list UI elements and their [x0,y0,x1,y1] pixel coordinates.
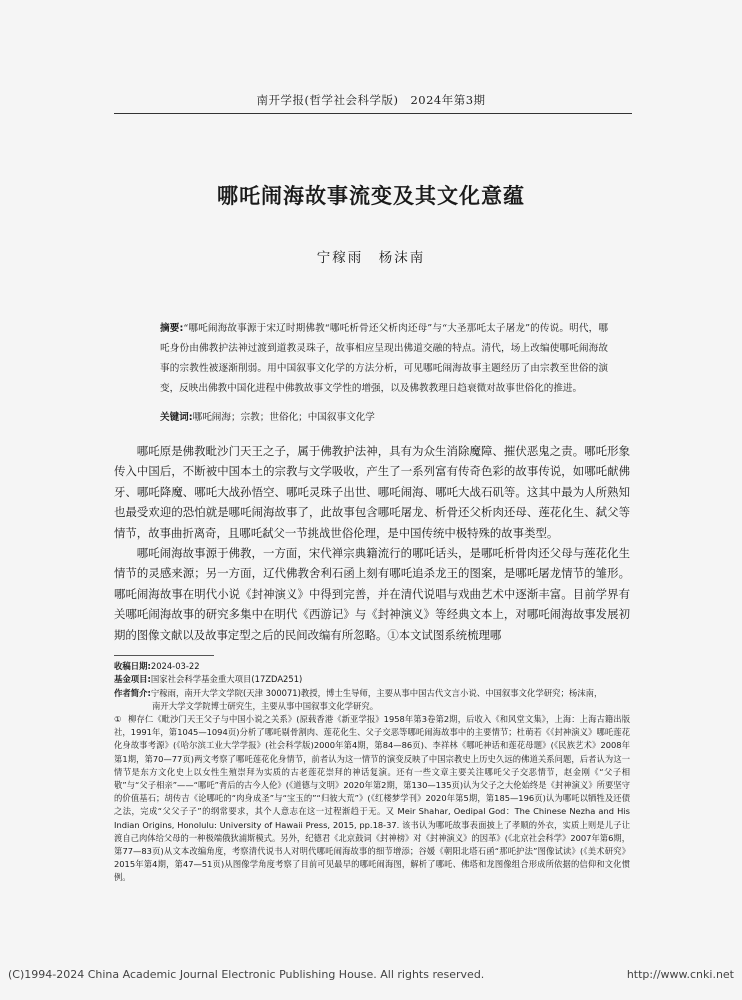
keywords-text: 哪吒闹海；宗教；世俗化；中国叙事文化学 [192,412,375,423]
footnote-text: 柳存仁《毗沙门天王父子与中国小说之关系》(原载香港《新亚学报》1958年第3卷第2期，后收入《和风堂文集》，上海：上海古籍出版社，1991年，第1045—1094页)分析了哪吒剔骨割肉、莲花化生、父子交恶等哪吒闹海故事中的主要情节；杜萌若《《封神演义》哪吒莲花化身故事考源》(《哈尔滨工业大学学报》(社会科学版)2000年第4期，第84—86页)、李祥林《哪吒神话和莲花母题》(《民族艺术》2008年第1期，第70—77页)两文考察了哪吒莲花化身情节，前者认为这一情节的演变反映了中国宗教史上历史久远的佛道关系问题，后者认为这一情节是东方文化史上以女性生殖崇拜为实质的古老莲花崇拜的神话复演。还有一些文章主要关注哪吒父子交恶情节，赵金刚《“父子相敬”与“父子相亲”——“哪吒”背后的古今人伦》(《道德与文明》2020年第2期，第130—135页)认为父子之大伦始终是《封神演义》所要坚守的价值基石；胡传吉《论哪吒的“肉身成圣”与“宝玉的”“归彼大荒”》(《红楼梦学刊》2020年第5期，第185—196页)认为哪吒以牺牲及还债之法，完成“父父子子”的纲常要求，其个人意志在这一过程渐趋于无。又 Meir Shahar, Oedipal God：The Chinese Nezha and His Indian Origins, Honolulu: University of Hawaii Press, 2015, pp.18-37. 该书认为哪吒故事表面披上了孝顺的外衣，实质上则是儿子让渡自己肉体给父母的一种极端俄狄浦斯模式。另外，纪德君《北京鼓词《封神榜》对《封神演义》的因革》(《北京社会科学》2007年第6期，第77—83页)从文本改编角度，考察清代说书人对明代哪吒闹海故事的细节增添；谷媛《朝阳北塔石函“那吒护法”图像试读》(《美术研究》2015年第4期，第47—51页)从图像学角度考察了目前可见最早的哪吒闹海图，解析了哪吒、佛塔和龙图像组合形成所依据的信仰和文化惯例。 [114,714,630,883]
copyright-notice: (C)1994-2024 China Academic Journal Electronic Publishing House. All rights reserved. [8,968,485,981]
keywords [160,408,608,428]
received-date: 2024-03-22 [150,661,200,671]
body-paragraph-2: 哪吒闹海故事源于佛教，一方面，宋代禅宗典籍流行的哪吒话头，是哪吒析骨肉还父母与莲花化生情节的灵感来源；另一方面，辽代佛教舍利石函上刻有哪吒追杀龙王的图案，是哪吒屠龙情节的雏形。哪吒闹海故事在明代小说《封神演义》中得到完善，并在清代说唱与戏曲艺术中逐渐丰富。目前学界有关哪吒闹海故事的研究多集中在明代《西游记》与《封神演义》等经典文本上，对哪吒闹海故事发展初期的图像文献以及故事定型之后的民间改编有所忽略。①本文试图系统梳理哪 [114,546,630,642]
fund-text: 国家社会科学基金重大项目(17ZDA251) [150,674,303,685]
header-rule [114,113,632,114]
footnote-mark: ① [114,714,122,724]
footnote-separator [114,655,214,656]
fund-label: 基金项目: [114,674,151,685]
footnote-1 [114,713,630,885]
article-authors: 宁稼雨 杨沫南 [316,250,426,266]
abstract-label: 摘要: [160,323,184,334]
author-info: 宁稼雨，南开大学文学院(天津 300071)教授，博士生导师，主要从事中国古代文言小说、中国叙事文化学研究；杨沫南， [150,687,603,698]
body-text [114,441,630,645]
author-row [114,687,630,700]
received-label: 收稿日期: [114,661,151,671]
keywords-label: 关键词: [160,412,193,423]
article-title: 哪吒闹海故事流变及其文化意蕴 [217,183,525,208]
abstract [160,319,608,399]
author-row-cont: 南开大学文学院博士研究生，主要从事中国叙事文化学研究。 [152,701,379,712]
article-metadata [114,660,630,714]
cnki-link[interactable]: http://www.cnki.net [626,968,734,981]
running-header: 南开学报(哲学社会科学版) 2024年第3期 [256,93,486,107]
abstract-text: “哪吒闹海故事源于宋辽时期佛教“哪吒析骨还父析肉还母”与“大圣那吒太子屠龙”的传说。明代，哪吒身份由佛教护法神过渡到道教灵珠子，故事相应呈现出佛道交融的特点。清代，场上改编使哪吒闹海故事的宗教性被逐渐削弱。用中国叙事文化学的方法分析，可见哪吒闹海故事主题经历了由宗教至世俗的演变，反映出佛教中国化进程中佛教故事文学性的增强，以及佛教教理日趋衰微对故事世俗化的推进。 [160,323,608,394]
fund-row [114,673,630,686]
body-paragraph-1: 哪吒原是佛教毗沙门天王之子，属于佛教护法神，具有为众生消除魔障、摧伏恶鬼之责。哪吒形象传入中国后，不断被中国本土的宗教与文学吸收，产生了一系列富有传奇色彩的故事传说，如哪吒献佛牙、哪吒降魔、哪吒大战孙悟空、哪吒灵珠子出世、哪吒闹海、哪吒大战石矶等。这其中最为人所熟知也最受欢迎的恐怕就是哪吒闹海故事了，此故事包含哪吒屠龙、析骨还父析肉还母、莲花化生、弑父等情节，故事曲折离奇，且哪吒弑父一节挑战世俗伦理，是中国传统中极特殊的故事类型。 [114,444,630,540]
received-row [114,660,630,673]
author-label: 作者简介: [114,687,151,698]
